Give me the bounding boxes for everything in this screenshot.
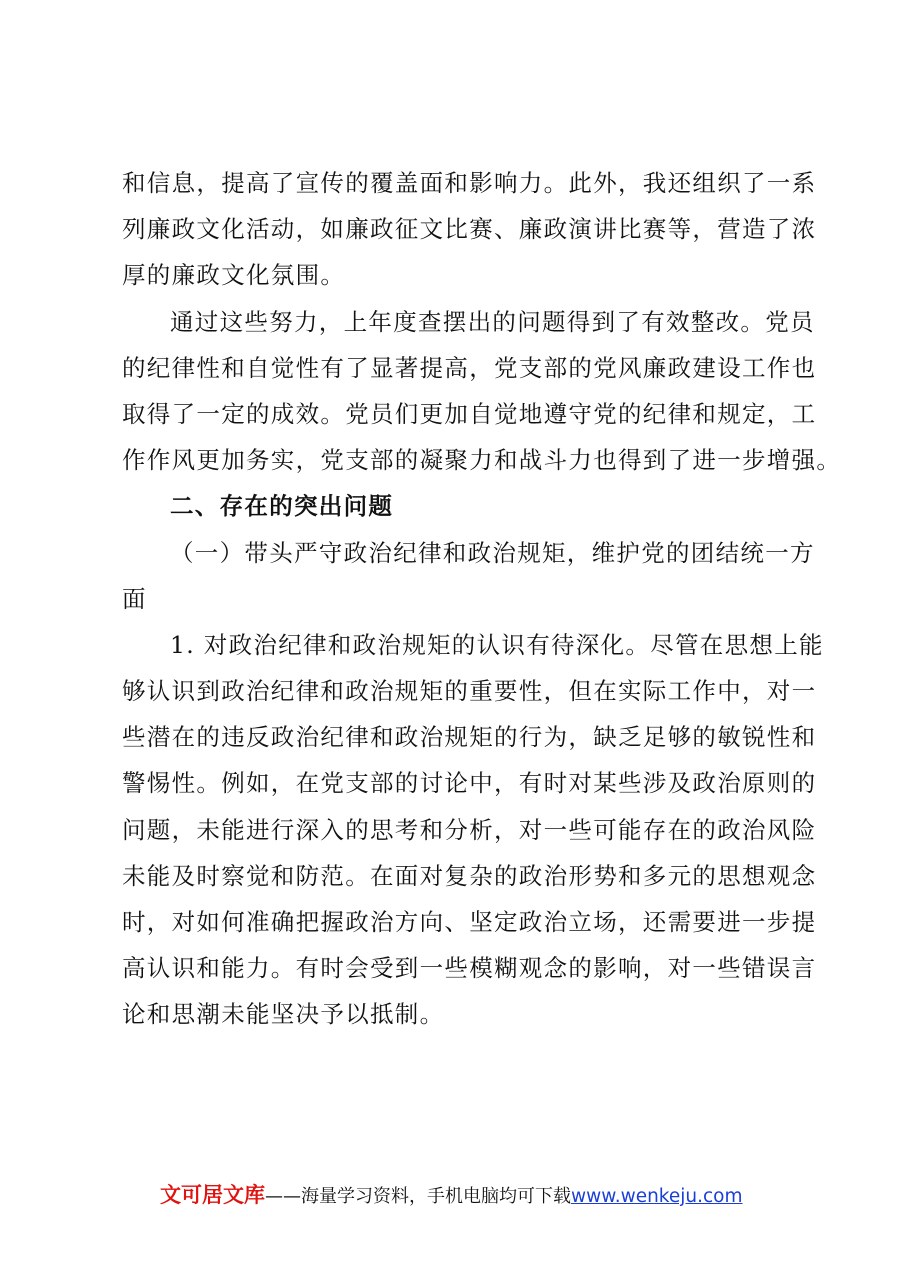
- paragraph-line: 取得了一定的成效。党员们更加自觉地遵守党的纪律和规定，工: [122, 399, 817, 428]
- paragraph-line: 时，对如何准确把握政治方向、坚定政治立场，还需要进一步提: [122, 908, 817, 936]
- subsection-heading: （一）带头严守政治纪律和政治规矩，维护党的团结统一方: [170, 538, 815, 567]
- footer-slogan: ——海量学习资料，手机电脑均可下载: [265, 1186, 571, 1207]
- paragraph-line: 未能及时察觉和防范。在面对复杂的政治形势和多元的思想观念: [122, 861, 817, 890]
- paragraph-line: 列廉政文化活动，如廉政征文比赛、廉政演讲比赛等，营造了浓: [122, 215, 817, 244]
- paragraph-line: 1. 对政治纪律和政治规矩的认识有待深化。尽管在思想上能: [170, 630, 824, 659]
- footer-site-link[interactable]: www.wenkeju.com: [571, 1186, 743, 1207]
- paragraph-line: 和信息，提高了宣传的覆盖面和影响力。此外，我还组织了一系: [122, 169, 817, 197]
- paragraph-line: 作作风更加务实，党支部的凝聚力和战斗力也得到了进一步增强。: [122, 446, 842, 475]
- paragraph-line: 通过这些努力，上年度查摆出的问题得到了有效整改。党员: [170, 307, 815, 336]
- paragraph-line: 问题，未能进行深入的思考和分析，对一些可能存在的政治风险: [122, 815, 817, 844]
- page-footer: [160, 1181, 800, 1211]
- document-body: [122, 160, 842, 1038]
- paragraph-line: 高认识和能力。有时会受到一些模糊观念的影响，对一些错误言: [122, 954, 817, 983]
- paragraph-line: 够认识到政治纪律和政治规矩的重要性，但在实际工作中，对一: [122, 677, 817, 706]
- section-heading: 二、存在的突出问题: [170, 492, 394, 521]
- subsection-heading-continued: 面: [122, 584, 147, 613]
- paragraph-line: 些潜在的违反政治纪律和政治规矩的行为，缺乏足够的敏锐性和: [122, 723, 817, 752]
- paragraph-line: 厚的廉政文化氛围。: [122, 261, 346, 290]
- paragraph-line: 的纪律性和自觉性有了显著提高，党支部的党风廉政建设工作也: [122, 353, 817, 382]
- paragraph-line: 警惕性。例如，在党支部的讨论中，有时对某些涉及政治原则的: [122, 769, 817, 798]
- footer-brand: 文可居文库: [160, 1183, 265, 1207]
- paragraph-line: 论和思潮未能坚决予以抵制。: [122, 1000, 445, 1029]
